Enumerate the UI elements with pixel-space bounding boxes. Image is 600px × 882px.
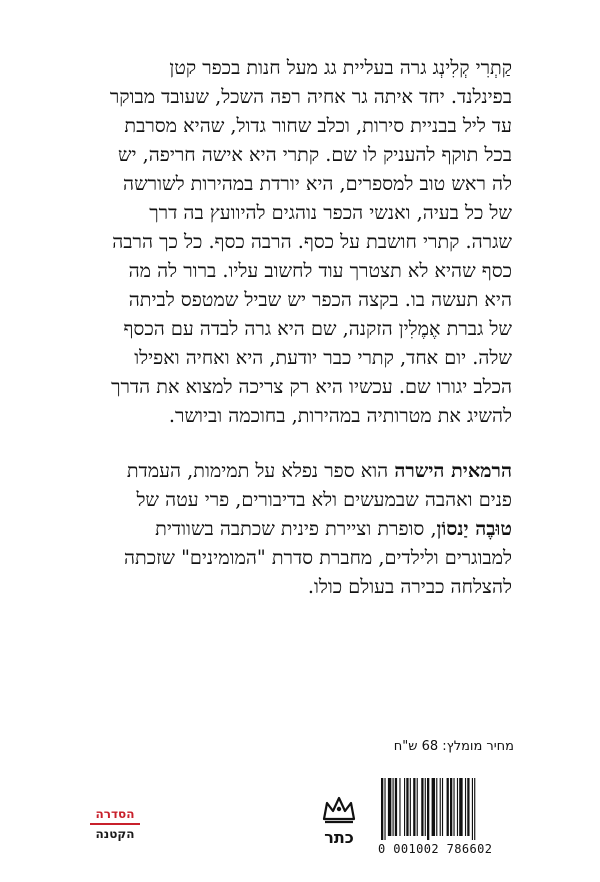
barcode-bar xyxy=(450,778,452,836)
barcode-bar xyxy=(465,778,466,836)
barcode-bar xyxy=(453,778,454,836)
barcode xyxy=(378,778,514,858)
barcode-bar xyxy=(381,778,383,840)
synopsis-line: עד ליל בבניית סירות, וכלב שחור גדול, שהיא מסרבת xyxy=(124,114,512,137)
barcode-bar xyxy=(388,778,391,836)
publisher-name: כתר xyxy=(324,828,354,847)
barcode-bar xyxy=(421,778,423,836)
synopsis-paragraph xyxy=(72,53,512,430)
synopsis-line: הכלב יגורו שם. עכשיו היא רק צריכה למצוא את הדרך xyxy=(111,375,512,398)
barcode-bar xyxy=(417,778,418,836)
synopsis-line: שלה. יום אחד, קתרי כבר יודעת, היא ואחיה ואפילו xyxy=(134,346,512,369)
synopsis-line: כסף שהיא לא תצטרך עוד לחשוב עליו. ברור לה מה xyxy=(128,259,512,282)
barcode-bar xyxy=(427,778,429,840)
barcode-bar xyxy=(413,778,415,836)
barcode-bar xyxy=(399,778,400,836)
synopsis-line: בפינלנד. יחד איתה גר אחיה רפה השכל, שעובד מבוקר xyxy=(109,85,512,108)
series-logo xyxy=(90,807,140,842)
barcode-bar xyxy=(384,778,385,840)
barcode-bar xyxy=(440,778,441,836)
about-text: , סופרת וציירת פינית שכתבה בשוודית xyxy=(155,517,437,540)
about-line: למבוגרים ולילדים, מחברת סדרת "המומינים" שזכתה xyxy=(123,546,512,569)
barcode-bar xyxy=(467,778,469,836)
synopsis-line: קַתְרִי קְלִינְג גרה בעליית גג מעל חנות בכפר קטן xyxy=(169,56,512,79)
about-text: הוא ספר נפלא על תמימות, העמדת xyxy=(126,459,395,482)
barcode-bar xyxy=(404,778,405,836)
synopsis-line: היא תעשה בו. בקצה הכפר יש שביל שמטפס לביתה xyxy=(128,288,512,311)
synopsis-line: בכל תוקף להעניק לו שם. קתרי היא אישה חריפה, יש xyxy=(117,143,512,166)
synopsis-line: להשיג את מטרותיה במהירות, בחוכמה וביושר. xyxy=(168,404,512,427)
about-line: להצלחה כבירה בעולם כולו. xyxy=(307,575,512,598)
barcode-bar xyxy=(457,778,458,836)
barcode-bar xyxy=(472,778,473,840)
barcode-bar xyxy=(442,778,443,836)
series-line-1: הסדרה xyxy=(90,807,140,825)
barcode-bars xyxy=(378,778,514,840)
barcode-bar xyxy=(436,778,437,836)
barcode-bar xyxy=(474,778,475,840)
barcode-digits: 0 001002 786602 xyxy=(378,842,493,856)
barcode-bar xyxy=(447,778,449,836)
series-line-2: הקטנה xyxy=(95,827,135,841)
about-line: פנים ואהבה שבמעשים ולא בדיבורים, פרי עטה של xyxy=(136,488,512,511)
synopsis-line: של כל בעיה, ואנשי הכפר נוהגים להיוועץ בה דרך xyxy=(149,201,512,224)
barcode-bar xyxy=(406,778,408,836)
author-name: טוּבֶה יַנסוֹן xyxy=(436,517,512,540)
synopsis-line: לה ראש טוב למספרים, היא יורדת במהירות לשורשה xyxy=(123,172,512,195)
barcode-bar xyxy=(393,778,394,836)
barcode-bar xyxy=(459,778,462,836)
about-line xyxy=(72,456,512,485)
price-label: מחיר מומלץ: 68 ש"ח xyxy=(393,739,514,754)
synopsis-line: של גברת אֶמֶלִין הזקנה, שם היא גרה לבדה עם הכסף xyxy=(123,317,512,340)
barcode-bar xyxy=(395,778,397,836)
about-paragraph xyxy=(72,456,512,601)
barcode-bar xyxy=(425,778,426,836)
barcode-bar xyxy=(410,778,411,836)
synopsis-line: שגרה. קתרי חושבת על כסף. הרבה כסף. כל כך הרבה xyxy=(112,230,512,253)
barcode-bar xyxy=(432,778,435,836)
about-line xyxy=(72,514,512,543)
book-title: הרמאית הישרה xyxy=(394,459,512,482)
